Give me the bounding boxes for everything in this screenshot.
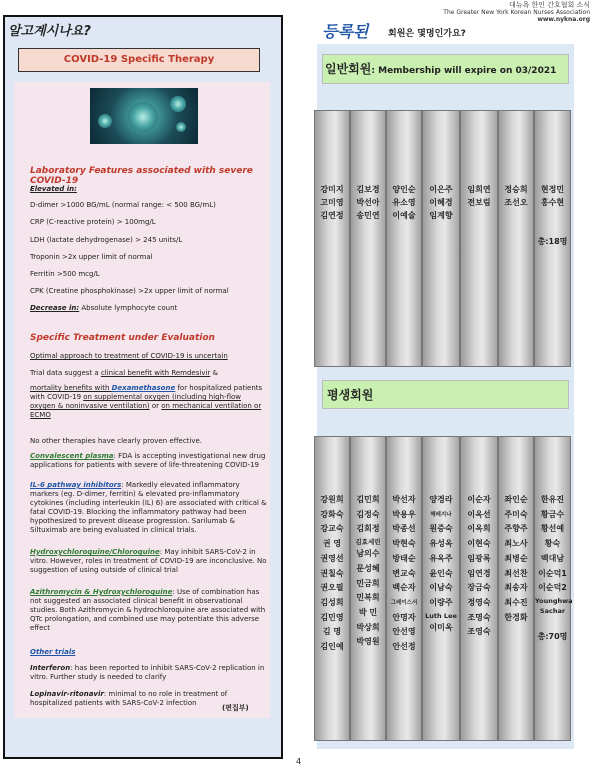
member-name: 윤인숙: [429, 568, 453, 578]
member-name: 김정숙: [356, 509, 380, 519]
lifetime-member-bar: [322, 380, 569, 409]
member-name: 한경화: [504, 612, 528, 622]
member-name: 최송자: [504, 583, 528, 593]
member-name: 이현숙: [467, 539, 491, 549]
member-name: 박종선: [392, 524, 416, 534]
elevated-in-label: [30, 185, 268, 194]
general-member-label: 일반회원: [325, 62, 372, 76]
no-other-therapies: No other therapies have clearly proven effective.: [30, 437, 203, 445]
member-name: 최노사: [504, 539, 528, 549]
dexamethasone-label: Dexamethasone: [111, 384, 176, 392]
member-name: 민금희: [356, 578, 380, 588]
member-name: 남의수: [356, 549, 380, 559]
convalescent-text: : FDA is accepting investigational new drug applications for patients with severe of life-threatening COVID-19: [30, 452, 266, 469]
il6-inhibitors: [30, 481, 268, 535]
general-member-bar: [322, 54, 569, 84]
member-name: 이남숙: [429, 583, 453, 593]
trial-data-row: [30, 369, 268, 378]
trial-pre: Trial data suggest a: [30, 369, 101, 377]
decrease-in-text: Absolute lymphocyte count: [79, 304, 178, 312]
member-name: 김효세린: [355, 538, 381, 547]
optimal-approach: Optimal approach to treatment of COVID-19 is uncertain: [30, 352, 228, 360]
member-name: 박현숙: [392, 539, 416, 549]
member-name: 황선예: [540, 524, 565, 534]
member-column: [498, 110, 534, 367]
interferon-text: : has been reported to inhibit SARS-CoV-2 replication in vitro. Further study is needed to clarify: [30, 664, 265, 681]
member-name: 고미영: [320, 198, 344, 207]
member-column: [350, 436, 386, 741]
editor-credit: (편집부): [222, 704, 249, 712]
member-name: 최병순: [504, 553, 528, 563]
member-name: 조명숙: [467, 612, 491, 622]
member-name: 백순자: [392, 583, 416, 593]
lab-item: CPK (Creatine phosphokinase) >2x upper limit of normal: [30, 287, 229, 295]
mort-c: on supplemental oxygen (including high-flow oxygen & noninvasive ventilation): [30, 393, 242, 410]
mort-e: on mechanical ventilation or ECMO: [30, 402, 262, 419]
member-name: 김인예: [320, 642, 344, 652]
member-column: [534, 436, 571, 741]
lab-item: Troponin >2x upper limit of normal: [30, 253, 153, 261]
member-name: 임연경: [467, 568, 491, 578]
member-column: [314, 110, 350, 367]
il6-text: : Markedly elevated inflammatory markers (eg. D-dimer, ferritin) & elevated pro-inflammatory cytokines (including interleukin (IL) 6) are associated with critical & fatal COVID-19. Blocking the inflammatory pathway had been hypothesized to prevent disease progression. Sarilumab & Siltuximab are being evaluated in clinical trials.: [30, 481, 267, 534]
member-name: 주향주: [504, 524, 528, 534]
member-name: 박용우: [392, 509, 416, 519]
lab-item: D-dimer >1000 BG/mL (normal range: < 500 BG/mL): [30, 201, 216, 209]
member-name: 권 영: [322, 539, 342, 549]
member-name: 황금수: [540, 509, 565, 519]
lab-item: LDH (lactate dehydrogenase) > 245 units/L: [30, 236, 183, 244]
elevated-in-heading: Elevated in:: [30, 185, 77, 193]
member-name: 홍수현: [540, 198, 565, 207]
mortality-row: [30, 384, 268, 420]
member-column: [460, 436, 498, 741]
general-total: 총:18명: [537, 237, 568, 246]
azi-text: : Use of combination has not suggested an associated clinical benefit in observational studies. Both Azithromycin & hydrochloroquine are associated with QTc prolongation, and combined use may potentiate this adverse effect: [30, 588, 266, 632]
member-name: 유옥주: [429, 553, 453, 563]
member-name: 문성혜: [356, 563, 380, 573]
member-name: 이옥선: [467, 509, 491, 519]
hydroxychloroquine: [30, 548, 268, 575]
page-number: 4: [296, 757, 302, 766]
coronavirus-illustration: [90, 88, 198, 144]
member-name: 장금숙: [467, 583, 491, 593]
member-name: 양경라: [429, 495, 453, 504]
lab-item: CRP (C-reactive protein) > 100mg/L: [30, 218, 156, 226]
member-name: 박상희: [356, 622, 380, 632]
member-name: 임계향: [429, 211, 453, 220]
interferon-label: Interferon: [30, 664, 71, 672]
lifetime-total: 총:70명: [537, 631, 568, 641]
member-name: 원증숙: [429, 524, 453, 534]
member-name: 김회정: [356, 524, 380, 534]
other-trials-heading: Other trials: [30, 648, 76, 656]
member-name: 전보림: [467, 198, 491, 207]
org-english: The Greater New York Korean Nurses Association: [443, 9, 590, 16]
member-name: 이순자: [467, 495, 491, 504]
decrease-in-heading: Decrease in:: [30, 304, 80, 312]
member-name: Luth Lee: [425, 611, 457, 620]
member-name: 박선자: [392, 495, 416, 504]
lifetime-member-columns: [314, 436, 571, 741]
trial-post: &: [210, 369, 218, 377]
lifetime-member-label: 평생회원: [327, 388, 374, 402]
lopinavir-label: Lopinavir-ritonavir: [30, 690, 104, 698]
azithromycin: [30, 588, 268, 633]
azi-label: Azithromycin & Hydroxychloroquine: [30, 588, 173, 596]
mort-d: or: [149, 402, 162, 410]
member-name: 주미숙: [504, 509, 528, 519]
member-column: [386, 436, 422, 741]
member-name: 안선정: [392, 642, 416, 652]
member-name: 강화숙: [320, 509, 344, 519]
member-column: [422, 436, 460, 741]
trial-link: clinical benefit with Remdesivir: [100, 369, 211, 377]
member-name: 이순덕2: [538, 583, 567, 593]
member-name: 김민희: [356, 495, 380, 504]
member-name: 임희연: [467, 185, 491, 194]
member-name: 이미옥: [429, 622, 453, 632]
member-name: 김성희: [320, 597, 344, 607]
member-name: Sachar: [539, 606, 566, 615]
member-column: [534, 110, 571, 367]
member-name: 조영숙: [467, 627, 491, 637]
member-name: 이순덕1: [538, 568, 567, 578]
therapy-heading-box: COVID-19 Specific Therapy: [18, 48, 260, 72]
member-name: 유소영: [392, 198, 416, 207]
member-name: 그레이스서: [390, 599, 418, 606]
member-column: [314, 436, 350, 741]
member-column: [422, 110, 460, 367]
member-name: 강원희: [320, 495, 344, 504]
org-korean: 대뉴욕 한인 간호협회 소식: [508, 1, 590, 9]
member-name: 백대남: [540, 553, 565, 563]
member-column: [350, 110, 386, 367]
member-name: 이은주: [429, 185, 453, 194]
general-member-columns: [314, 110, 571, 367]
member-name: 김연정: [320, 211, 344, 220]
member-name: 김 명: [322, 627, 342, 637]
member-name: 한유진: [540, 495, 565, 504]
registered-subtitle: 회원은 몇명인가요?: [388, 29, 466, 39]
member-name: 최수진: [504, 597, 528, 607]
member-name: 이예술: [392, 211, 416, 220]
convalescent-plasma: [30, 452, 268, 470]
hcq-text: : May inhibit SARS-CoV-2 in vitro. However, roles in treatment of COVID-19 are inconclusive. No suggestion of using outside of clinical trial: [30, 548, 267, 574]
interferon: [30, 664, 268, 682]
registered-title: 등록된: [322, 22, 369, 41]
member-name: 정영숙: [467, 597, 491, 607]
member-name: 안선영: [392, 627, 416, 637]
member-name: 민복희: [356, 593, 380, 603]
mort-a: mortality benefits with: [30, 384, 112, 392]
member-name: 황숙: [544, 539, 561, 549]
member-name: 유성옥: [429, 539, 453, 549]
member-name: 박 민: [358, 607, 378, 617]
member-name: 박영원: [356, 637, 380, 647]
did-you-know-title: 알고계시나요?: [8, 24, 91, 39]
lab-features-title: Laboratory Features associated with severe COVID-19: [30, 166, 253, 186]
lopinavir-text: : minimal to no role in treatment of hospitalized patients with SARS-CoV-2 infection: [30, 690, 228, 707]
member-name: 권영선: [320, 553, 344, 563]
member-name: 정승희: [504, 185, 528, 194]
other-trials-label: [30, 648, 268, 657]
treatment-title: Specific Treatment under Evaluation: [30, 333, 215, 343]
member-column: [460, 110, 498, 367]
member-name: 김보경: [356, 185, 380, 194]
member-name: 김민영: [320, 612, 344, 622]
member-name: 헤레지나: [430, 511, 452, 518]
member-name: 방태순: [392, 553, 416, 563]
member-name: 이옥희: [467, 524, 491, 534]
member-name: 현정민: [540, 185, 565, 194]
org-url[interactable]: www.nykna.org: [537, 16, 590, 23]
hcq-label: Hydroxychloroquine/Chloroquine: [30, 548, 160, 556]
convalescent-label: Convalescent plasma: [30, 452, 114, 460]
il6-label: IL-6 pathway inhibitors: [30, 481, 122, 489]
member-column: [498, 436, 534, 741]
member-name: 강교숙: [320, 524, 344, 534]
member-name: Younghwa: [535, 596, 573, 605]
member-name: 이량주: [429, 597, 453, 607]
member-name: 조선오: [504, 198, 528, 207]
member-name: 권오필: [320, 583, 344, 593]
lab-item: Ferritin >500 mcg/L: [30, 270, 100, 278]
org-header: [443, 2, 590, 23]
decrease-in-row: [30, 304, 268, 313]
member-name: 좌인순: [504, 495, 528, 504]
member-column: [386, 110, 422, 367]
mort-b: for hospitalized patients with COVID-19: [30, 384, 263, 401]
member-name: 안명자: [392, 612, 416, 622]
member-name: 임광록: [467, 553, 491, 563]
member-name: 권칠숙: [320, 568, 344, 578]
member-name: 송민연: [356, 211, 380, 220]
member-name: 양인순: [392, 185, 416, 194]
member-name: 변교숙: [392, 568, 416, 578]
member-name: 최선찬: [504, 568, 528, 578]
member-name: 박선아: [356, 198, 380, 207]
general-member-note: : Membership will expire on 03/2021: [371, 66, 557, 76]
member-name: 이혜경: [429, 198, 453, 207]
member-name: 강미지: [320, 185, 344, 194]
